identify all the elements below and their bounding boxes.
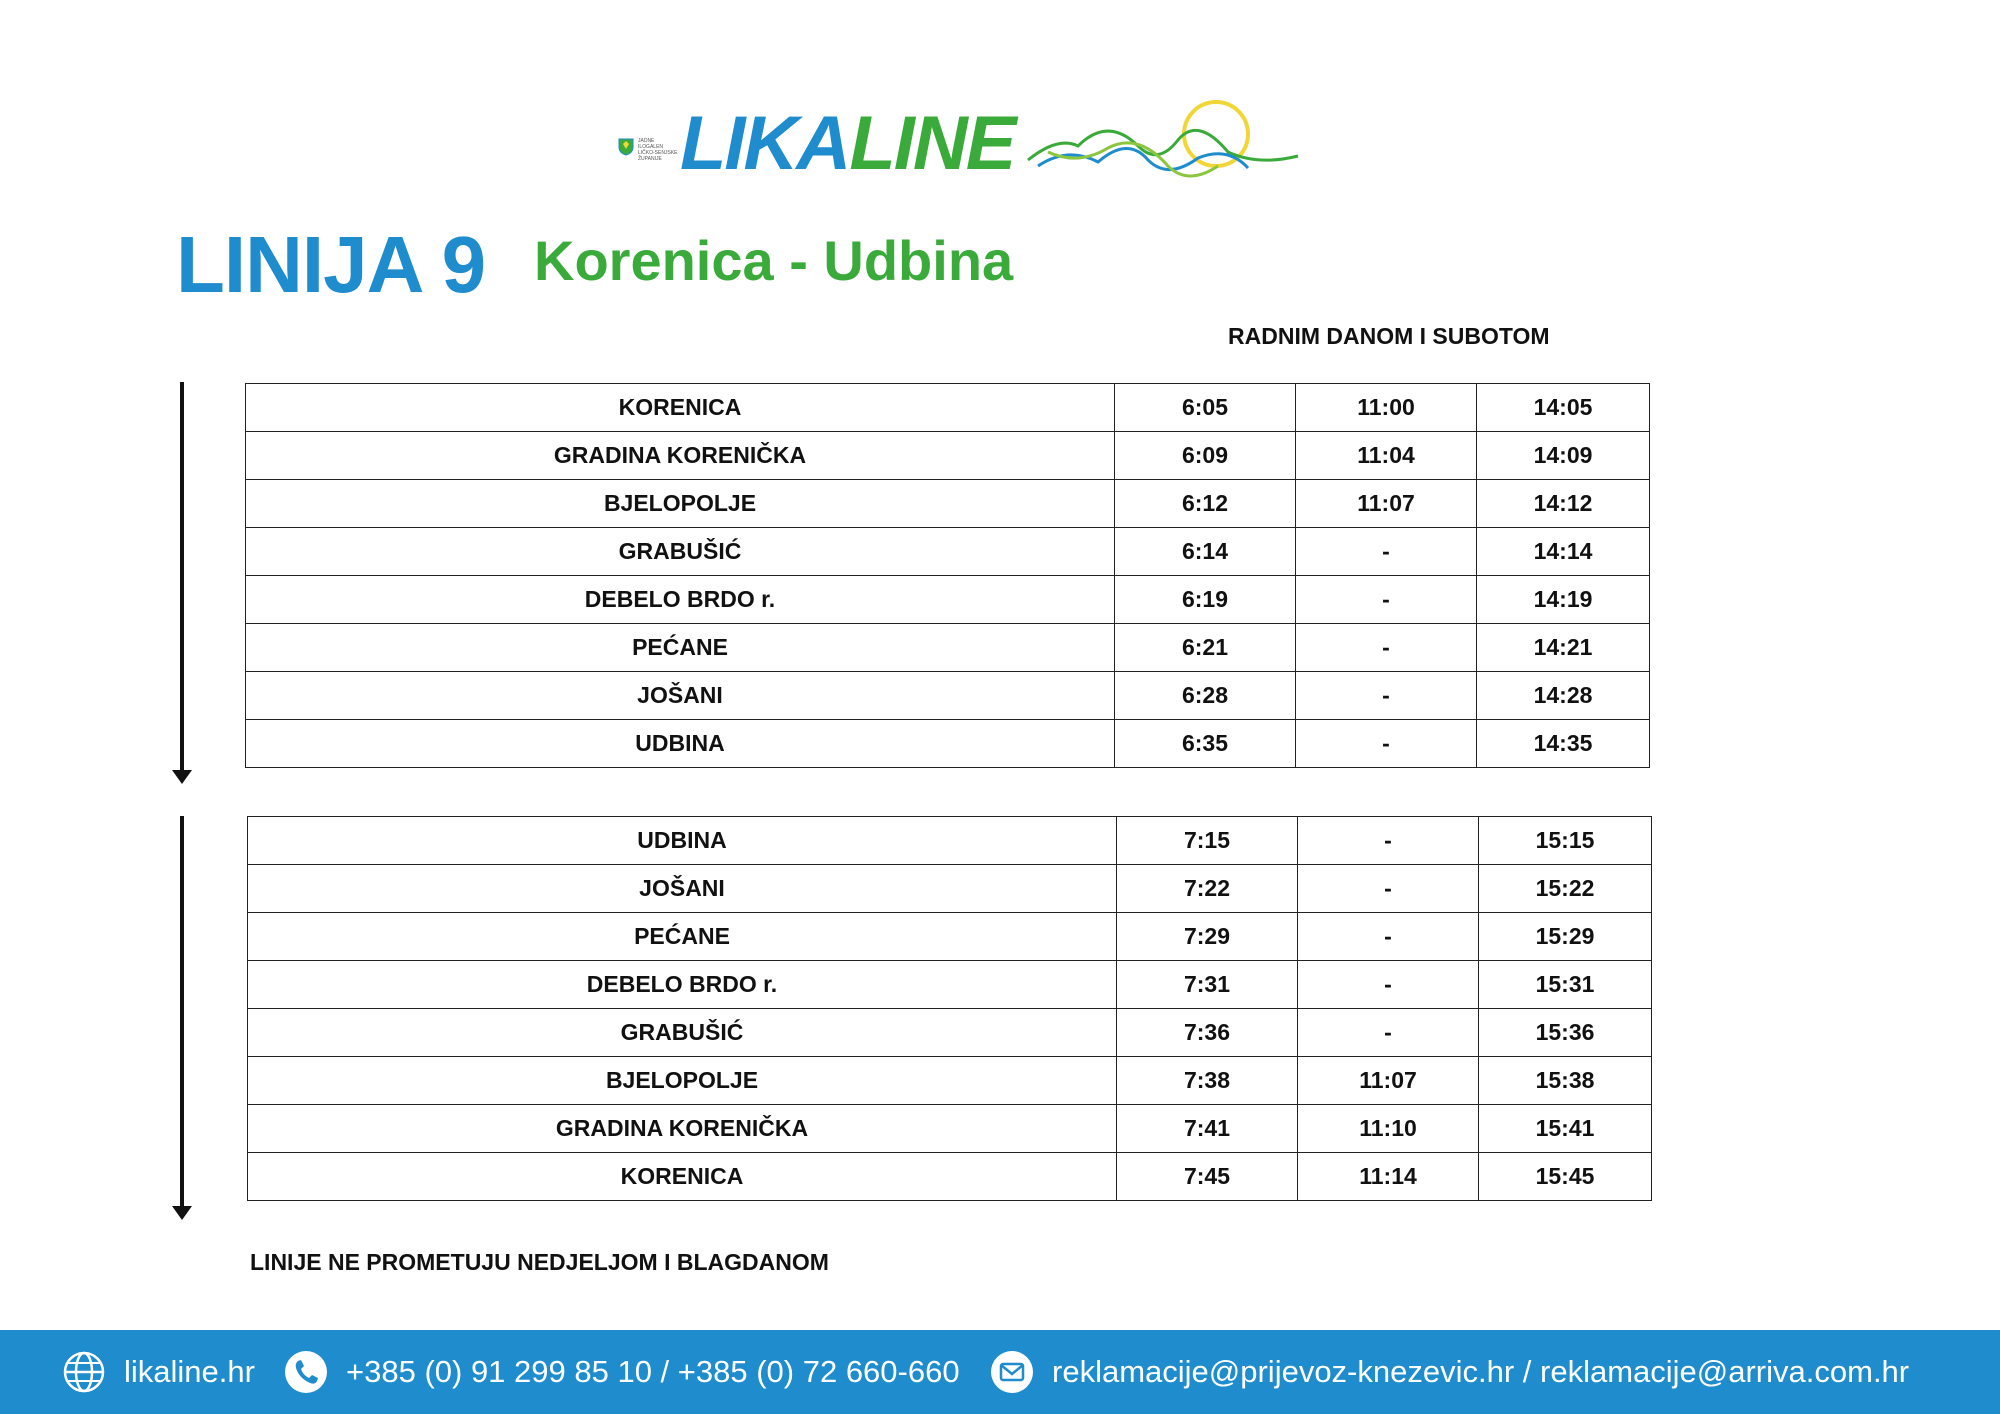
table-row bbox=[248, 1153, 1652, 1201]
stop-name: BJELOPOLJE bbox=[246, 480, 1115, 528]
stop-name: PEĆANE bbox=[248, 913, 1117, 961]
departure-time: 14:05 bbox=[1477, 384, 1650, 432]
mail-icon bbox=[990, 1350, 1034, 1394]
stop-name: UDBINA bbox=[248, 817, 1117, 865]
departure-time: 11:14 bbox=[1298, 1153, 1479, 1201]
route-title: Korenica - Udbina bbox=[534, 229, 1014, 292]
stop-name: JOŠANI bbox=[248, 865, 1117, 913]
table-row bbox=[246, 528, 1650, 576]
departure-time: 11:00 bbox=[1296, 384, 1477, 432]
departure-time: 15:15 bbox=[1479, 817, 1652, 865]
departure-time: 11:07 bbox=[1296, 480, 1477, 528]
departure-time: 15:38 bbox=[1479, 1057, 1652, 1105]
departure-time: 15:22 bbox=[1479, 865, 1652, 913]
email-addresses[interactable]: reklamacije@prijevoz-knezevic.hr / reklamacije@arriva.com.hr bbox=[1052, 1354, 1910, 1389]
footer-website bbox=[62, 1330, 255, 1414]
departure-time: - bbox=[1298, 865, 1479, 913]
stop-name: KORENICA bbox=[248, 1153, 1117, 1201]
brand-line: LINE bbox=[849, 101, 1015, 186]
day-type-label: RADNIM DANOM I SUBOTOM bbox=[1228, 323, 1550, 349]
departure-time: 15:41 bbox=[1479, 1105, 1652, 1153]
departure-time: 14:09 bbox=[1477, 432, 1650, 480]
mountains-sun-icon bbox=[998, 96, 1388, 192]
direction-arrow-down-icon bbox=[172, 816, 192, 1220]
likaline-logo bbox=[618, 96, 1388, 192]
table-row bbox=[246, 720, 1650, 768]
table-row bbox=[248, 1105, 1652, 1153]
footer-email bbox=[990, 1330, 1909, 1414]
departure-time: 14:35 bbox=[1477, 720, 1650, 768]
timetable-outbound bbox=[245, 383, 1650, 768]
service-note: LINIJE NE PROMETUJU NEDJELJOM I BLAGDANOM bbox=[250, 1249, 829, 1275]
departure-time: 15:45 bbox=[1479, 1153, 1652, 1201]
departure-time: 11:04 bbox=[1296, 432, 1477, 480]
departure-time: 15:29 bbox=[1479, 913, 1652, 961]
departure-time: 6:21 bbox=[1115, 624, 1296, 672]
departure-time: 6:09 bbox=[1115, 432, 1296, 480]
departure-time: 7:15 bbox=[1117, 817, 1298, 865]
departure-time: 14:28 bbox=[1477, 672, 1650, 720]
stop-name: GRABUŠIĆ bbox=[248, 1009, 1117, 1057]
footer-phone bbox=[284, 1330, 960, 1414]
departure-time: 7:38 bbox=[1117, 1057, 1298, 1105]
stop-name: GRADINA KORENIČKA bbox=[246, 432, 1115, 480]
departure-time: 7:31 bbox=[1117, 961, 1298, 1009]
departure-time: - bbox=[1296, 720, 1477, 768]
departure-time: 15:31 bbox=[1479, 961, 1652, 1009]
departure-time: - bbox=[1296, 672, 1477, 720]
brand-wordmark bbox=[680, 101, 1015, 186]
website-link[interactable]: likaline.hr bbox=[124, 1354, 255, 1389]
departure-time: 6:28 bbox=[1115, 672, 1296, 720]
table-row bbox=[248, 1009, 1652, 1057]
table-row bbox=[248, 1057, 1652, 1105]
table-row bbox=[246, 384, 1650, 432]
table-row bbox=[246, 480, 1650, 528]
stop-name: PEĆANE bbox=[246, 624, 1115, 672]
crest-text: JADNE ILOGALEN LIČKO-SENJSKE ŽUPANIJE bbox=[638, 138, 678, 162]
departure-time: 14:21 bbox=[1477, 624, 1650, 672]
table-row bbox=[248, 865, 1652, 913]
departure-time: 15:36 bbox=[1479, 1009, 1652, 1057]
stop-name: GRADINA KORENIČKA bbox=[248, 1105, 1117, 1153]
departure-time: 7:36 bbox=[1117, 1009, 1298, 1057]
departure-time: 7:22 bbox=[1117, 865, 1298, 913]
county-crest-icon bbox=[618, 138, 634, 156]
table-row bbox=[248, 961, 1652, 1009]
stop-name: DEBELO BRDO r. bbox=[248, 961, 1117, 1009]
contact-footer bbox=[0, 1330, 2000, 1414]
departure-time: - bbox=[1296, 576, 1477, 624]
departure-time: 6:35 bbox=[1115, 720, 1296, 768]
departure-time: 7:29 bbox=[1117, 913, 1298, 961]
table-row bbox=[246, 576, 1650, 624]
table-row bbox=[246, 672, 1650, 720]
departure-time: - bbox=[1296, 528, 1477, 576]
departure-time: 7:45 bbox=[1117, 1153, 1298, 1201]
timetable-return bbox=[247, 816, 1652, 1201]
line-number: LINIJA 9 bbox=[176, 220, 486, 309]
phone-numbers[interactable]: +385 (0) 91 299 85 10 / +385 (0) 72 660-660 bbox=[346, 1354, 960, 1389]
departure-time: - bbox=[1298, 913, 1479, 961]
departure-time: 14:14 bbox=[1477, 528, 1650, 576]
departure-time: 14:19 bbox=[1477, 576, 1650, 624]
departure-time: 7:41 bbox=[1117, 1105, 1298, 1153]
departure-time: 6:05 bbox=[1115, 384, 1296, 432]
stop-name: DEBELO BRDO r. bbox=[246, 576, 1115, 624]
stop-name: KORENICA bbox=[246, 384, 1115, 432]
table-row bbox=[246, 432, 1650, 480]
departure-time: - bbox=[1296, 624, 1477, 672]
departure-time: - bbox=[1298, 1009, 1479, 1057]
table-row bbox=[246, 624, 1650, 672]
stop-name: UDBINA bbox=[246, 720, 1115, 768]
departure-time: 14:12 bbox=[1477, 480, 1650, 528]
departure-time: 11:10 bbox=[1298, 1105, 1479, 1153]
direction-arrow-down-icon bbox=[172, 382, 192, 786]
departure-time: 6:19 bbox=[1115, 576, 1296, 624]
phone-icon bbox=[284, 1350, 328, 1394]
table-row bbox=[248, 817, 1652, 865]
globe-icon bbox=[62, 1350, 106, 1394]
departure-time: 6:12 bbox=[1115, 480, 1296, 528]
stop-name: GRABUŠIĆ bbox=[246, 528, 1115, 576]
departure-time: 6:14 bbox=[1115, 528, 1296, 576]
table-row bbox=[248, 913, 1652, 961]
departure-time: - bbox=[1298, 961, 1479, 1009]
brand-lika: LIKA bbox=[680, 101, 850, 186]
departure-time: - bbox=[1298, 817, 1479, 865]
departure-time: 11:07 bbox=[1298, 1057, 1479, 1105]
stop-name: JOŠANI bbox=[246, 672, 1115, 720]
stop-name: BJELOPOLJE bbox=[248, 1057, 1117, 1105]
